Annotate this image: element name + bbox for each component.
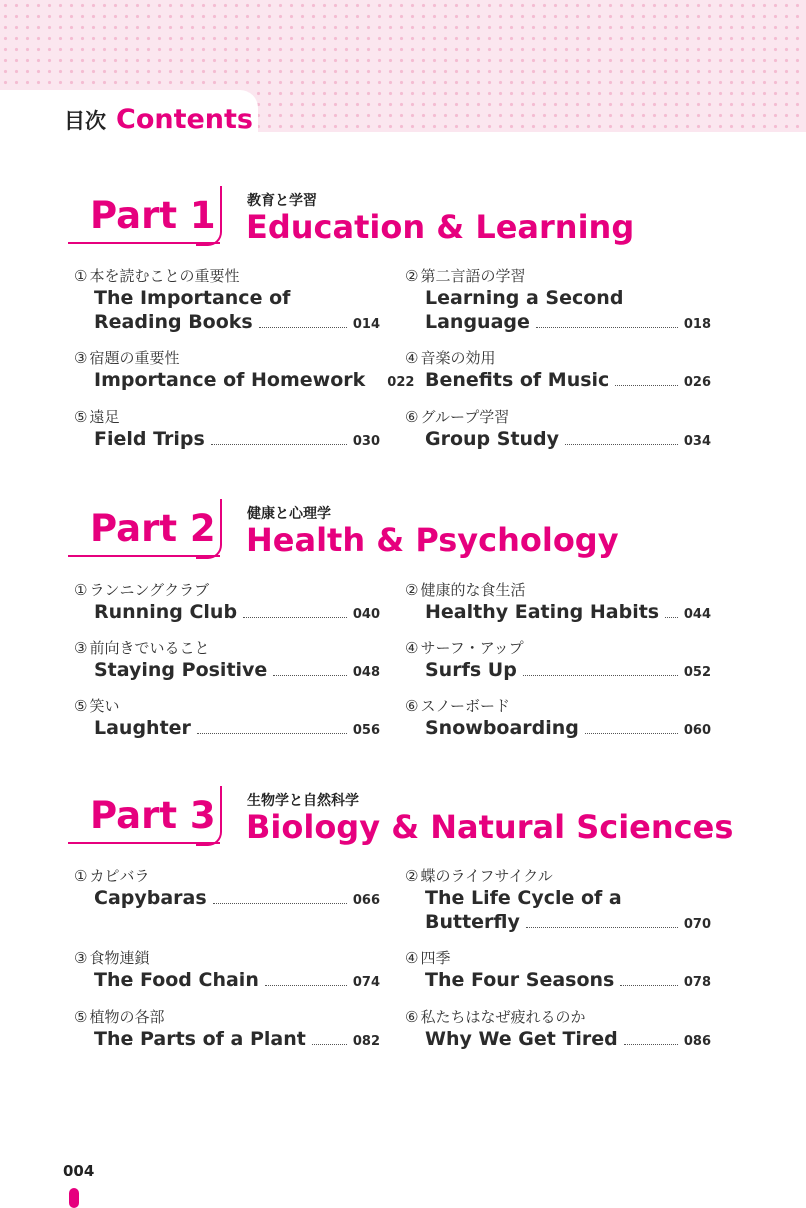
entry-title-jp: 植物の各部 (89, 1008, 165, 1026)
leader-dots (197, 733, 347, 734)
entry-title-jp: 宿題の重要性 (89, 349, 180, 367)
entry-number: ③ (74, 349, 88, 367)
page-number: 004 (63, 1162, 95, 1180)
entry-title-jp: 私たちはなぜ疲れるのか (420, 1008, 586, 1026)
part-3-category-en: Biology & Natural Sciences (246, 808, 734, 846)
toc-entry[interactable] (405, 638, 711, 682)
contents-title-jp: 目次 (64, 109, 106, 133)
toc-entry[interactable] (405, 407, 711, 451)
leader-dots (526, 927, 678, 928)
entry-title-en-line1: The Importance of (94, 287, 291, 309)
entry-title-en: Reading Books (94, 311, 253, 333)
leader-dots (273, 675, 347, 676)
entry-number: ① (74, 267, 88, 285)
entry-title-en: Why We Get Tired (425, 1028, 618, 1050)
toc-entry[interactable] (405, 348, 711, 392)
entry-title-jp: 蝶のライフサイクル (420, 867, 553, 885)
part-3-label: Part 3 (90, 794, 216, 837)
entry-number: ⑤ (74, 697, 88, 715)
entry-title-en: Laughter (94, 717, 191, 739)
entry-page: 026 (683, 375, 711, 390)
toc-entry[interactable] (74, 348, 415, 392)
part-1-label: Part 1 (90, 194, 216, 237)
leader-dots (565, 444, 678, 445)
part-3-underline-curve (196, 786, 222, 846)
leader-dots (585, 733, 678, 734)
entry-title-jp: 遠足 (89, 408, 120, 426)
part-3-category-jp: 生物学と自然科学 (247, 793, 359, 809)
entry-number: ① (74, 867, 88, 885)
entry-page: 070 (683, 917, 711, 932)
entry-title-en: The Four Seasons (425, 969, 615, 991)
entry-title-jp: 前向きでいること (89, 639, 210, 657)
entry-title-en-line1: The Life Cycle of a (425, 887, 622, 909)
leader-dots (211, 444, 347, 445)
entry-page: 018 (683, 317, 711, 332)
entry-number: ④ (405, 639, 419, 657)
entry-number: ⑤ (74, 1008, 88, 1026)
entry-title-en: Butterfly (425, 911, 520, 933)
toc-entry[interactable] (74, 407, 380, 451)
entry-title-jp: 食物連鎖 (89, 949, 150, 967)
entry-title-jp: 四季 (420, 949, 451, 967)
toc-entry[interactable] (405, 580, 711, 624)
leader-dots (536, 327, 678, 328)
contents-title-en: Contents (116, 104, 254, 135)
entry-title-en: Staying Positive (94, 659, 268, 681)
leader-dots (265, 985, 347, 986)
entry-page: 022 (387, 375, 415, 390)
leader-dots (523, 675, 678, 676)
leader-dots (371, 385, 381, 386)
entry-title-en: Language (425, 311, 530, 333)
entry-page: 044 (683, 607, 711, 622)
part-2-label: Part 2 (90, 507, 216, 550)
entry-number: ⑤ (74, 408, 88, 426)
entry-title-en: Surfs Up (425, 659, 517, 681)
toc-entry[interactable] (405, 866, 711, 934)
entry-number: ⑥ (405, 697, 419, 715)
part-1-underline (68, 242, 220, 244)
entry-number: ⑥ (405, 1008, 419, 1026)
entry-number: ④ (405, 349, 419, 367)
toc-entry[interactable] (405, 696, 711, 740)
part-1-category-en: Education & Learning (246, 208, 635, 246)
toc-entry[interactable] (74, 638, 380, 682)
toc-entry[interactable] (74, 580, 380, 624)
leader-dots (213, 903, 347, 904)
leader-dots (665, 617, 678, 618)
entry-number: ① (74, 581, 88, 599)
page-marker (69, 1188, 79, 1208)
entry-title-jp: カピバラ (89, 867, 150, 885)
part-1-underline-curve (196, 186, 222, 246)
entry-title-jp: ランニングクラブ (89, 581, 210, 599)
entry-title-jp: 音楽の効用 (420, 349, 496, 367)
leader-dots (615, 385, 678, 386)
leader-dots (312, 1044, 347, 1045)
entry-title-jp: 本を読むことの重要性 (89, 267, 240, 285)
leader-dots (243, 617, 347, 618)
entry-title-jp: 笑い (89, 697, 120, 715)
entry-page: 052 (683, 665, 711, 680)
part-2-category-jp: 健康と心理学 (247, 506, 331, 522)
part-2-category-en: Health & Psychology (246, 521, 619, 559)
toc-entry[interactable] (405, 266, 711, 334)
entry-number: ④ (405, 949, 419, 967)
entry-page: 060 (683, 723, 711, 738)
part-2-underline (68, 555, 220, 557)
part-1-category-jp: 教育と学習 (247, 193, 317, 209)
entry-title-en: The Parts of a Plant (94, 1028, 306, 1050)
entry-number: ② (405, 581, 419, 599)
entry-page: 048 (352, 665, 380, 680)
entry-title-jp: スノーボード (420, 697, 511, 715)
leader-dots (259, 327, 347, 328)
entry-title-en: Field Trips (94, 428, 205, 450)
entry-title-en: Capybaras (94, 887, 207, 909)
entry-number: ② (405, 267, 419, 285)
entry-number: ③ (74, 639, 88, 657)
leader-dots (620, 985, 678, 986)
leader-dots (624, 1044, 678, 1045)
entry-page: 086 (683, 1034, 711, 1049)
contents-heading (64, 104, 253, 138)
entry-page: 034 (683, 434, 711, 449)
entry-title-en-line1: Learning a Second (425, 287, 624, 309)
entry-title-en: Importance of Homework (94, 369, 366, 391)
entry-number: ⑥ (405, 408, 419, 426)
entry-title-en: Benefits of Music (425, 369, 610, 391)
toc-entry[interactable] (405, 1007, 711, 1051)
entry-title-en: Group Study (425, 428, 560, 450)
toc-entry[interactable] (74, 266, 380, 334)
toc-entry[interactable] (74, 696, 380, 740)
entry-title-jp: グループ学習 (420, 408, 510, 426)
entry-title-en: The Food Chain (94, 969, 259, 991)
entry-title-en: Snowboarding (425, 717, 579, 739)
entry-page: 030 (352, 434, 380, 449)
entry-title-en: Healthy Eating Habits (425, 601, 660, 623)
entry-number: ③ (74, 949, 88, 967)
toc-entry[interactable] (405, 948, 711, 992)
part-3-underline (68, 842, 220, 844)
entry-page: 014 (352, 317, 380, 332)
toc-entry[interactable] (74, 948, 380, 992)
entry-title-jp: サーフ・アップ (420, 639, 524, 657)
part-2-underline-curve (196, 499, 222, 559)
entry-title-en: Running Club (94, 601, 238, 623)
toc-entry[interactable] (74, 1007, 380, 1051)
entry-page: 074 (352, 975, 380, 990)
entry-page: 066 (352, 893, 380, 908)
entry-page: 082 (352, 1034, 380, 1049)
entry-number: ② (405, 867, 419, 885)
entry-title-jp: 健康的な食生活 (420, 581, 526, 599)
entry-page: 040 (352, 607, 380, 622)
entry-title-jp: 第二言語の学習 (420, 267, 526, 285)
entry-page: 078 (683, 975, 711, 990)
toc-entry[interactable] (74, 866, 380, 910)
entry-page: 056 (352, 723, 380, 738)
